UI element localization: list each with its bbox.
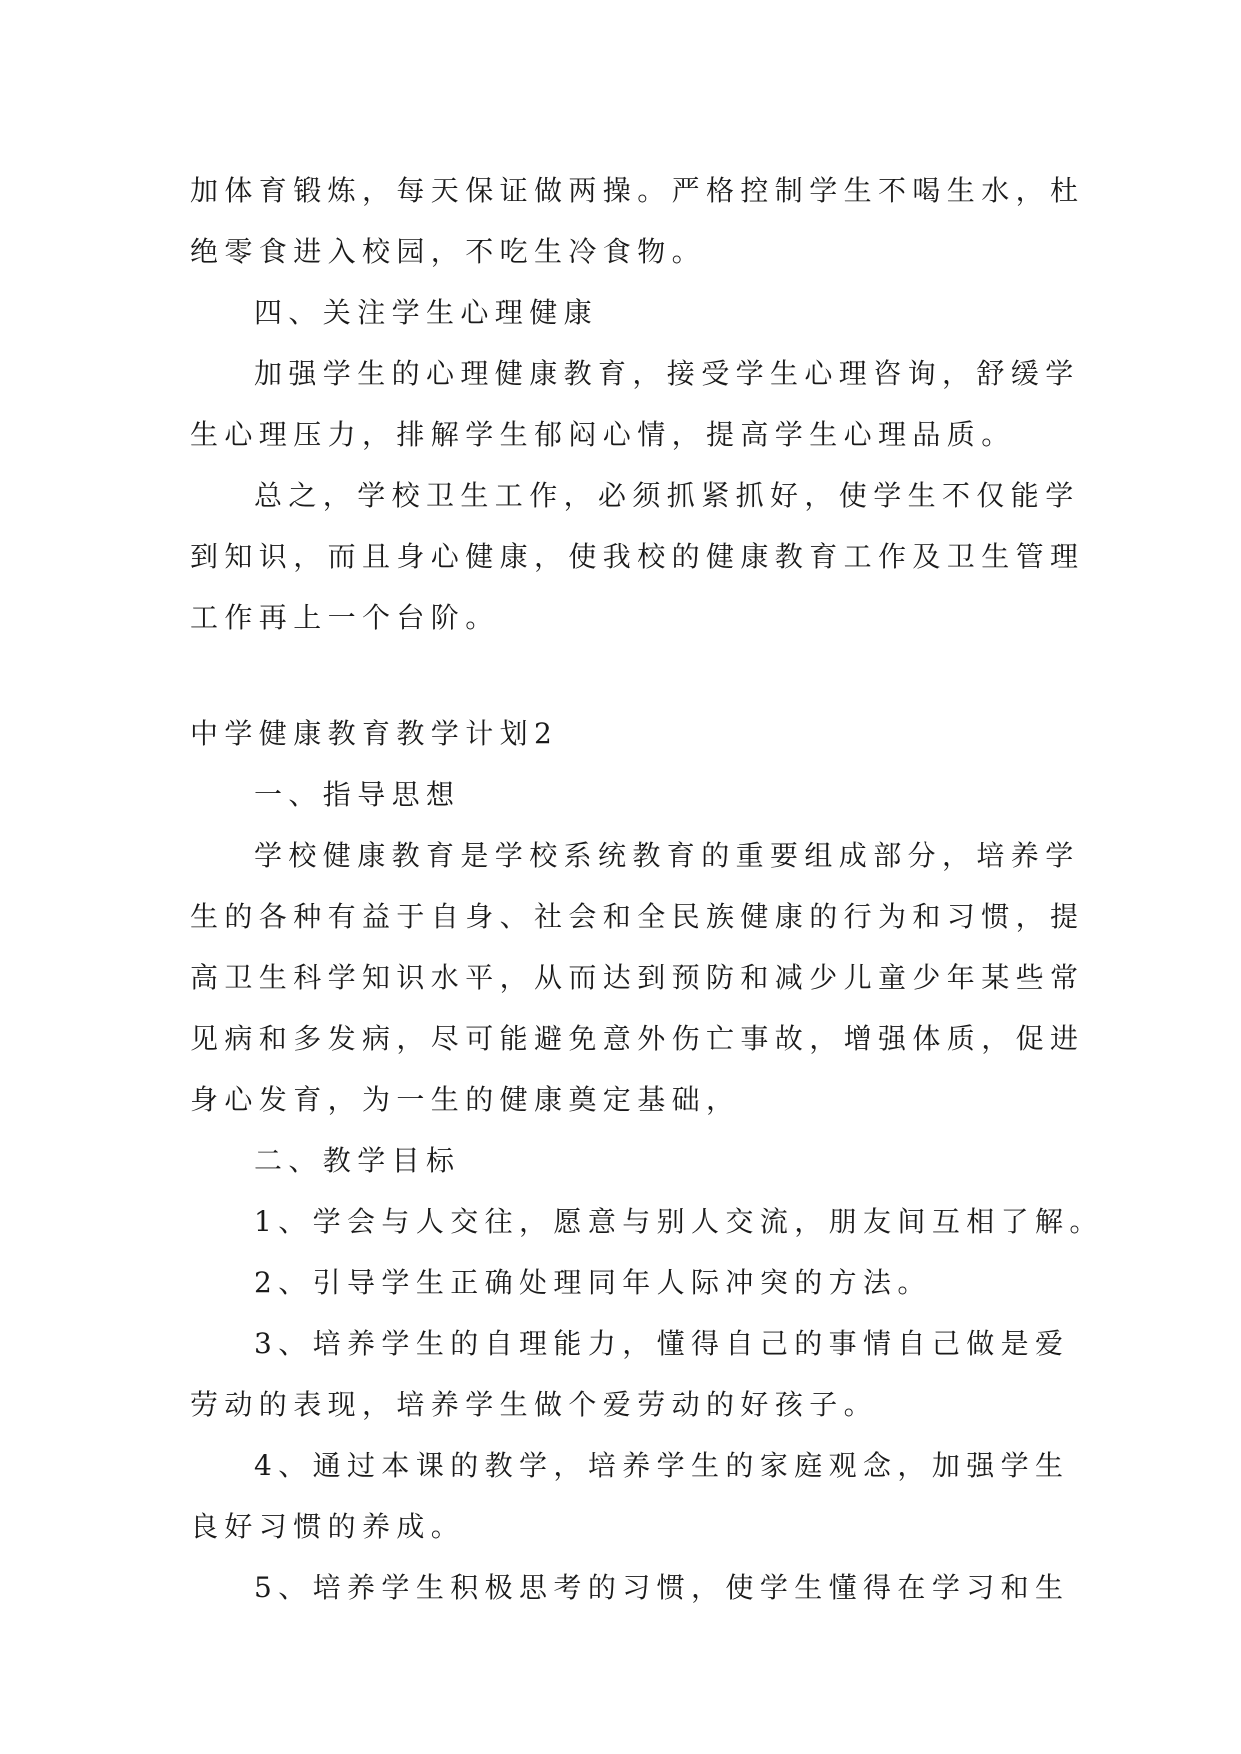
section-heading: 四、关注学生心理健康 (254, 296, 599, 329)
text-line: 加体育锻炼，每天保证做两操。严格控制学生不喝生水，杜 (190, 174, 1085, 207)
text-line: 高卫生科学知识水平，从而达到预防和减少儿童少年某些常 (190, 961, 1085, 994)
text-line: 工作再上一个台阶。 (190, 601, 500, 634)
text-line: 绝零食进入校园，不吃生冷食物。 (190, 235, 707, 268)
text-line: 总之，学校卫生工作，必须抓紧抓好，使学生不仅能学 (254, 479, 1080, 512)
text-line: 见病和多发病，尽可能避免意外伤亡事故，增强体质，促进 (190, 1022, 1085, 1055)
document-title: 中学健康教育教学计划2 (190, 717, 559, 750)
list-item: 2、引导学生正确处理同年人际冲突的方法。 (254, 1266, 932, 1299)
text-line: 生的各种有益于自身、社会和全民族健康的行为和习惯，提 (190, 900, 1085, 933)
text-line: 良好习惯的养成。 (190, 1510, 466, 1543)
list-item: 3、培养学生的自理能力，懂得自己的事情自己做是爱 (254, 1327, 1070, 1360)
document-body (190, 160, 1104, 1618)
text-line: 劳动的表现，培养学生做个爱劳动的好孩子。 (190, 1388, 879, 1421)
text-line: 到知识，而且身心健康，使我校的健康教育工作及卫生管理 (190, 540, 1085, 573)
text-line: 身心发育，为一生的健康奠定基础， (190, 1083, 741, 1116)
section-heading: 二、教学目标 (254, 1144, 461, 1177)
list-item: 1、学会与人交往，愿意与别人交流，朋友间互相了解。 (254, 1205, 1104, 1238)
text-line: 生心理压力，排解学生郁闷心情，提高学生心理品质。 (190, 418, 1016, 451)
text-line: 加强学生的心理健康教育，接受学生心理咨询，舒缓学 (254, 357, 1080, 390)
list-item: 5、培养学生积极思考的习惯，使学生懂得在学习和生 (254, 1571, 1070, 1604)
section-heading: 一、指导思想 (254, 778, 461, 811)
list-item: 4、通过本课的教学，培养学生的家庭观念，加强学生 (254, 1449, 1070, 1482)
text-line: 学校健康教育是学校系统教育的重要组成部分，培养学 (254, 839, 1080, 872)
